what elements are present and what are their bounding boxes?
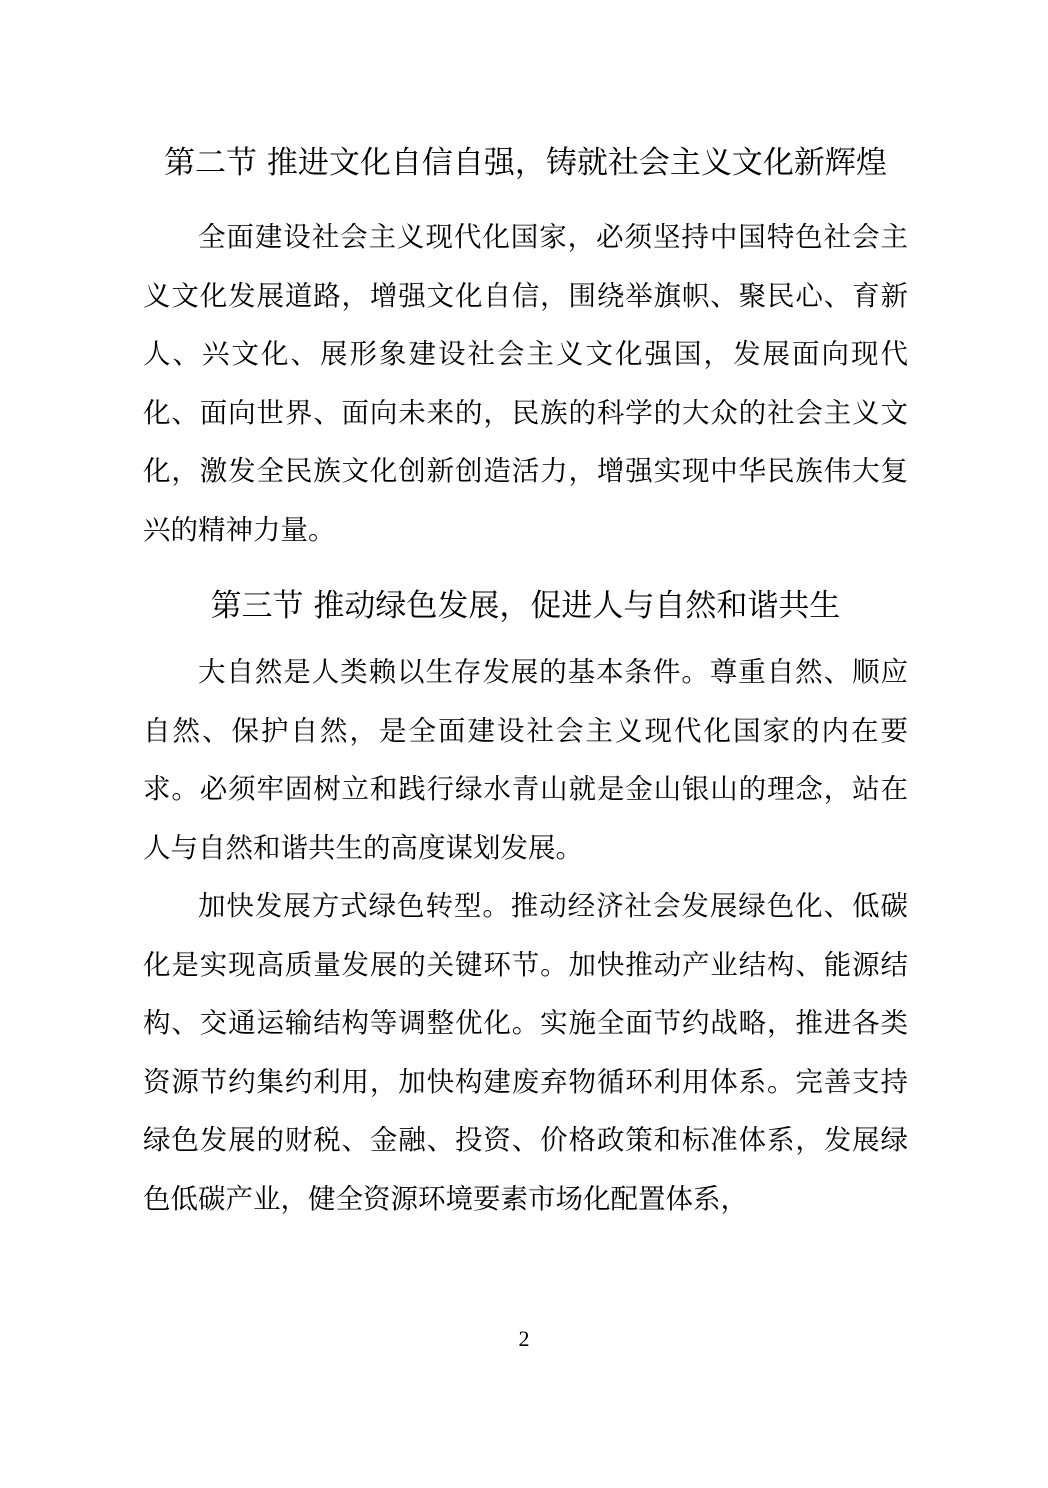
page-number: 2 [518,1326,530,1351]
paragraph: 加快发展方式绿色转型。推动经济社会发展绿色化、低碳化是实现高质量发展的关键环节。加快推动产业结构、能源结构、交通运输结构等调整优化。实施全面节约战略，推进各类资源节约集约利用，加快构建废弃物循环利用体系。完善支持绿色发展的财税、金融、投资、价格政策和标准体系，发展绿色低碳产业，健全资源环境要素市场化配置体系， [143,890,908,1215]
page-content [143,140,908,1228]
section-heading: 第二节 推进文化自信自强，铸就社会主义文化新辉煌 [164,145,887,181]
paragraph: 大自然是人类赖以生存发展的基本条件。尊重自然、顺应自然、保护自然，是全面建设社会主义现代化国家的内在要求。必须牢固树立和践行绿水青山就是金山银山的理念，站在人与自然和谐共生的高度谋划发展。 [143,656,908,864]
section-heading: 第三节 推动绿色发展，促进人与自然和谐共生 [210,588,841,624]
paragraph: 全面建设社会主义现代化国家，必须坚持中国特色社会主义文化发展道路，增强文化自信，围绕举旗帜、聚民心、育新人、兴文化、展形象建设社会主义文化强国，发展面向现代化、面向世界、面向未来的，民族的科学的大众的社会主义文化，激发全民族文化创新创造活力，增强实现中华民族伟大复兴的精神力量。 [143,221,908,546]
